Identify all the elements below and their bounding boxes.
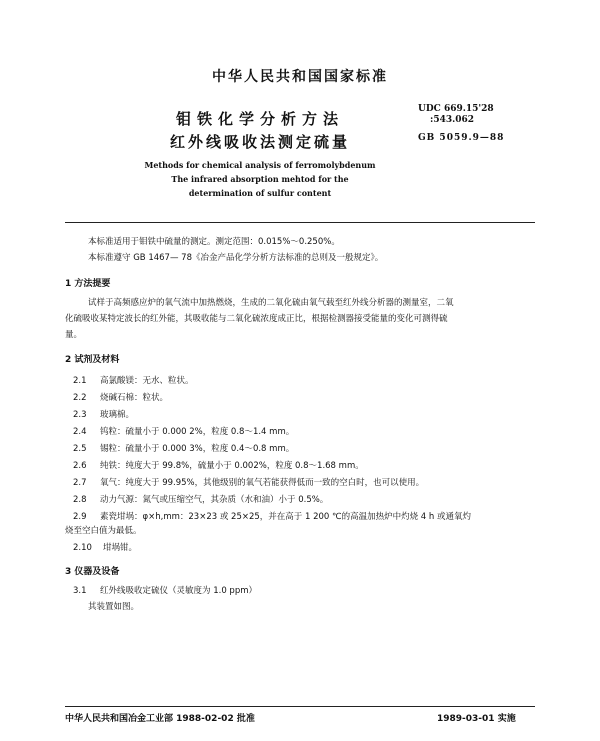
list-item — [73, 494, 543, 507]
item-number: 2.8 — [73, 495, 87, 505]
item-number: 3.1 — [73, 586, 87, 596]
list-item — [73, 460, 543, 473]
item-number: 2.4 — [73, 427, 87, 437]
gb-number: GB 5059.9—88 — [418, 133, 505, 143]
english-title-line1: Methods for chemical analysis of ferromolybdenum — [144, 160, 376, 170]
english-title-line3: determination of sulfur content — [188, 188, 332, 198]
standard-type: 中华人民共和国国家标准 — [212, 69, 388, 85]
item-text: 素瓷坩埚：φ×h,mm：23×23 或 25×25，并在高于 1 200 ℃的高温加热炉中灼烧 4 h 或通氧灼 — [100, 512, 471, 522]
item-text: 动力气源：氮气或压缩空气，其杂质（水和油）小于 0.5%。 — [100, 495, 329, 505]
item-text: 氧气：纯度大于 99.95%，其他级别的氧气若能获得低而一致的空白时，也可以使用。 — [100, 478, 425, 488]
item-number: 2.1 — [73, 376, 87, 386]
list-item — [73, 392, 543, 405]
section1-para-line3: 量。 — [65, 330, 83, 340]
udc-code — [418, 104, 494, 126]
list-item — [73, 585, 543, 598]
effective-date: 1989-03-01 实施 — [437, 714, 516, 724]
item-text: 钨粒：硫量小于 0.000 2%，粒度 0.8～1.4 mm。 — [100, 427, 295, 437]
item-number: 2.2 — [73, 393, 87, 403]
header-divider — [65, 222, 535, 223]
approval-date: 中华人民共和国冶金工业部 1988-02-02 批准 — [65, 714, 255, 724]
english-title-line2: The infrared absorption mehtod for the — [171, 174, 349, 184]
item-text: 红外线吸收定硫仪（灵敏度为 1.0 ppm） — [100, 586, 257, 596]
list-item — [73, 477, 543, 490]
footer-divider — [65, 706, 535, 707]
item-number: 2.9 — [73, 512, 87, 522]
title-line2: 红外线吸收法测定硫量 — [169, 133, 350, 151]
item-text: 烧碱石棉：粒状。 — [100, 393, 169, 403]
list-item — [73, 542, 543, 555]
item-continuation: 烧至空白值为最低。 — [65, 526, 142, 536]
list-item — [73, 443, 543, 456]
item-number: 2.7 — [73, 478, 87, 488]
intro-line2: 本标准遵守 GB 1467— 78《冶金产品化学分析方法标准的总则及一般规定》。 — [88, 253, 384, 263]
item-subtext: 其装置如图。 — [88, 602, 140, 612]
udc-line2: :543.062 — [430, 115, 475, 125]
udc-line1: UDC 669.15'28 — [418, 104, 494, 114]
section1-para-line2: 化硫吸收某特定波长的红外能，其吸收能与二氧化硫浓度成正比，根据检测器接受能量的变化可测得硫 — [65, 314, 448, 324]
list-item — [73, 426, 543, 439]
item-text: 坩埚钳。 — [103, 543, 138, 553]
list-item — [73, 375, 543, 388]
section2-heading: 2 试剂及材料 — [65, 355, 120, 365]
list-item — [73, 511, 543, 524]
section1-heading: 1 方法提要 — [65, 279, 111, 289]
list-item — [73, 409, 543, 422]
item-number: 2.3 — [73, 410, 87, 420]
section3-heading: 3 仪器及设备 — [65, 567, 120, 577]
section1-para-line1: 试样于高频感应炉的氧气流中加热燃烧，生成的二氧化硫由氧气载至红外线分析器的测量室，二氧 — [88, 298, 454, 308]
title-line1: 钼铁化学分析方法 — [175, 110, 344, 128]
item-text: 锡粒：硫量小于 0.000 3%，粒度 0.4～0.8 mm。 — [100, 444, 295, 454]
item-text: 高氯酸镁：无水、粒状。 — [100, 376, 194, 386]
item-number: 2.10 — [73, 543, 92, 553]
item-number: 2.5 — [73, 444, 87, 454]
item-text: 纯铁：纯度大于 99.8%，硫量小于 0.002%，粒度 0.8～1.68 mm。 — [100, 461, 364, 471]
intro-line1: 本标准适用于钼铁中硫量的测定。测定范围：0.015%～0.250%。 — [88, 237, 340, 247]
item-text: 玻璃棉。 — [100, 410, 135, 420]
item-number: 2.6 — [73, 461, 87, 471]
